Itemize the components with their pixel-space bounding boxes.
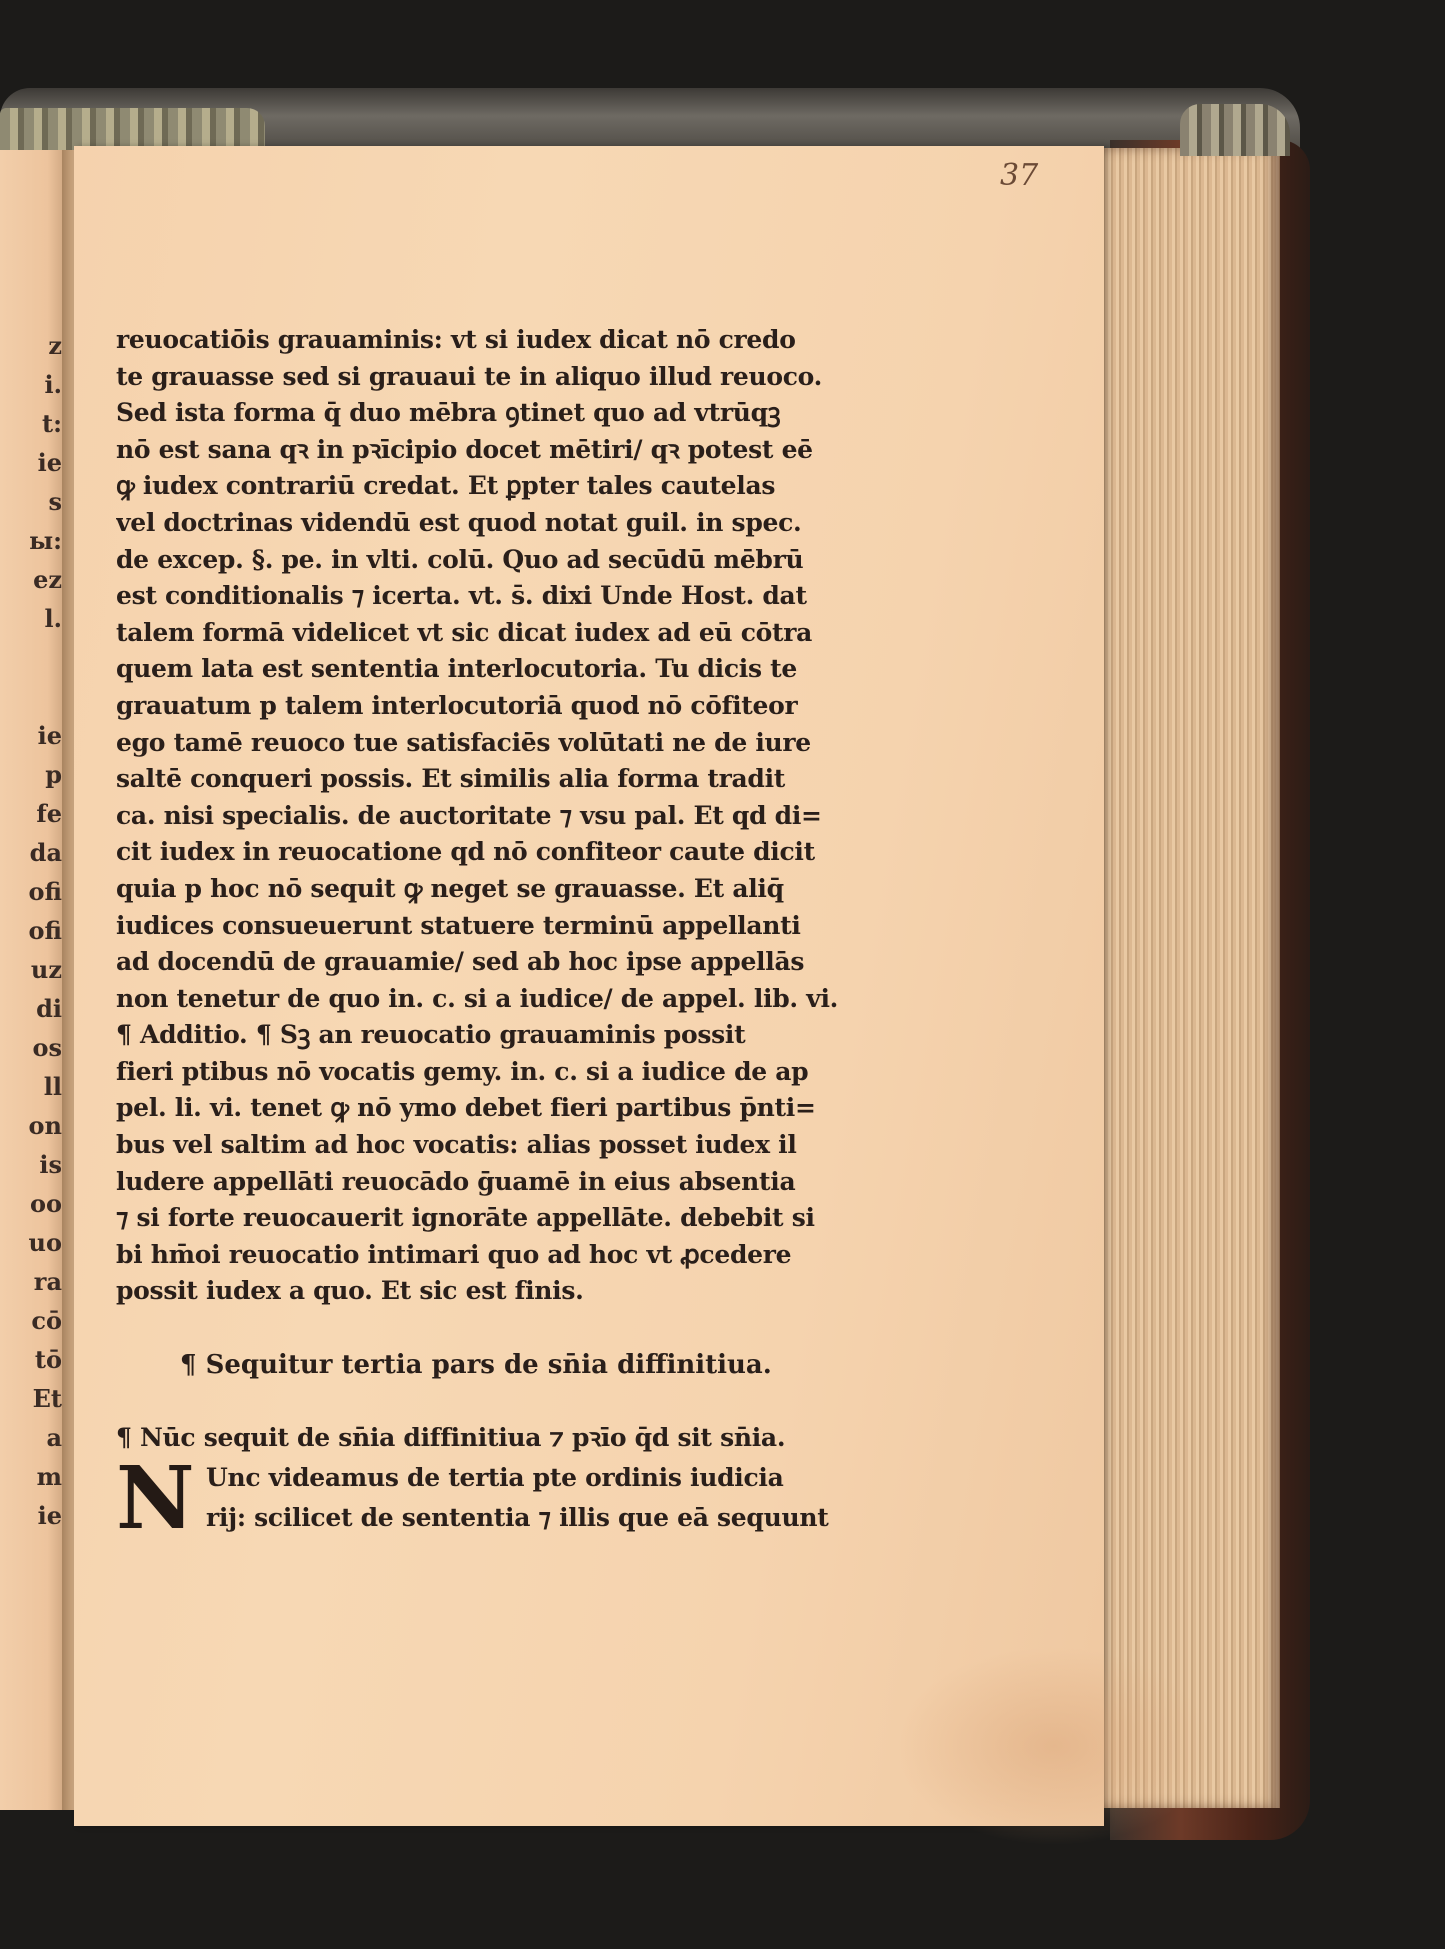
text-line: est conditionalis ⁊ icerta. vt. s̄. dixi Unde Host. dat [116, 581, 807, 611]
text-line: bus vel saltim ad hoc vocatis: alias posset iudex il [116, 1130, 797, 1160]
fragment: tō [34, 1345, 62, 1374]
fragment: Et [32, 1384, 62, 1413]
text-line: de excep. §. pe. in vlti. colū. Quo ad secūdū mēbrū [116, 544, 804, 574]
folio-number: 37 [1000, 158, 1039, 193]
text-line: iudices consueuerunt statuere terminū appellanti [116, 910, 801, 940]
fragment: ez [33, 565, 62, 594]
fragment: oo [29, 1189, 62, 1218]
fragment: ы: [29, 526, 62, 555]
text-line: reuocatiōis grauaminis: vt si iudex dicat nō credo [116, 325, 796, 354]
text-line: ad docendū de grauamie/ sed ab hoc ipse appellās [116, 947, 805, 977]
text-line: vel doctrinas videndū est quod notat guil. in spec. [116, 507, 802, 537]
fragment [6, 638, 62, 677]
fragment: fe [36, 799, 62, 828]
closing-paragraph [116, 1418, 876, 1549]
fragment: cō [31, 1306, 62, 1335]
text-line: ca. nisi specialis. de auctoritate ⁊ vsu pal. Et qd di= [116, 800, 822, 830]
text-line: ego tamē reuoco tue satisfaciēs volūtati ne de iure [116, 727, 811, 757]
text-line: ludere appellāti reuocādo ḡuamē in eius absentia [116, 1166, 796, 1196]
left-page-fragments [6, 326, 62, 1535]
fragment: p [45, 760, 62, 789]
fragment [6, 677, 62, 716]
section-heading: ¶ Sequitur tertia pars de sn̄ia diffinitiua. [180, 1350, 772, 1380]
fragment: m [36, 1462, 62, 1491]
fragment: l. [44, 604, 62, 633]
text-line: quem lata est sententia interlocutoria. Tu dicis te [116, 654, 798, 684]
fragment: is [39, 1150, 62, 1179]
fragment: ie [37, 448, 62, 477]
initial-letter: N [116, 1448, 195, 1549]
fragment: uo [28, 1228, 62, 1257]
text-line: bi hm̄oi reuocatio intimari quo ad hoc vt ꝓcedere [116, 1239, 792, 1269]
fragment: s [48, 487, 62, 516]
text-line: Unc videamus de tertia pte ordinis iudicia [206, 1463, 784, 1492]
text-line: non tenetur de quo in. c. si a iudice/ de appel. lib. vi. [116, 983, 839, 1013]
fragment: t: [42, 409, 62, 438]
text-line: talem formā videlicet vt sic dicat iudex ad eū cōtra [116, 617, 813, 647]
text-line: ¶ Additio. ¶ Sꝫ an reuocatio grauaminis possit [116, 1020, 746, 1050]
fragment: a [46, 1423, 62, 1452]
text-line: ⁊ si forte reuocauerit ignorāte appellāte. debebit si [116, 1203, 815, 1233]
text-line: saltē conqueri possis. Et similis alia forma tradit [116, 764, 786, 794]
headband-right [1180, 104, 1290, 156]
text-line: nō est sana qꝛ in pꝛīcipio docet mētiri/ qꝛ potest eē [116, 434, 813, 464]
water-stain [894, 1646, 1214, 1846]
fragment: ofi [28, 916, 62, 945]
text-line: possit iudex a quo. Et sic est finis. [116, 1276, 584, 1306]
text-line: te grauasse sed si grauaui te in aliquo illud reuoco. [116, 361, 822, 391]
main-text-block [116, 322, 876, 1310]
text-line: fieri ptibus nō vocatis gemy. in. c. si a iudice de ap [116, 1056, 809, 1086]
text-line: pel. li. vi. tenet ꝙ nō ymo debet fieri partibus p̄nti= [116, 1093, 816, 1123]
fragment: ie [37, 721, 62, 750]
text-line: rij: scilicet de sententia ⁊ illis que eā sequunt [206, 1503, 829, 1532]
fragment: uz [30, 955, 62, 984]
text-line: Sed ista forma q̄ duo mēbra ꝯtinet quo ad vtrūqꝫ [116, 398, 781, 428]
fragment: ra [33, 1267, 62, 1296]
text-line: ¶ Nūc sequit de sn̄ia diffinitiua ⁊ pꝛīo q̄d sit sn̄ia. [116, 1423, 786, 1452]
fragment: on [28, 1111, 62, 1140]
fragment: ll [43, 1072, 62, 1101]
fragment: ofi [28, 877, 62, 906]
fragment: di [36, 994, 62, 1023]
text-line: ꝙ iudex contrariū credat. Et ꝑpter tales cautelas [116, 471, 776, 501]
fragment: i. [44, 370, 62, 399]
text-line: quia p hoc nō sequit ꝙ neget se grauasse. Et aliq̄ [116, 873, 784, 903]
fragment: z [48, 331, 62, 360]
text-line: grauatum p talem interlocutoriā quod nō cōfiteor [116, 690, 798, 720]
text-line: cit iudex in reuocatione qd nō confiteor caute dicit [116, 837, 815, 867]
fragment: ie [37, 1501, 62, 1530]
fragment: os [32, 1033, 62, 1062]
page-fore-edge [1100, 148, 1280, 1808]
fragment: da [29, 838, 62, 867]
